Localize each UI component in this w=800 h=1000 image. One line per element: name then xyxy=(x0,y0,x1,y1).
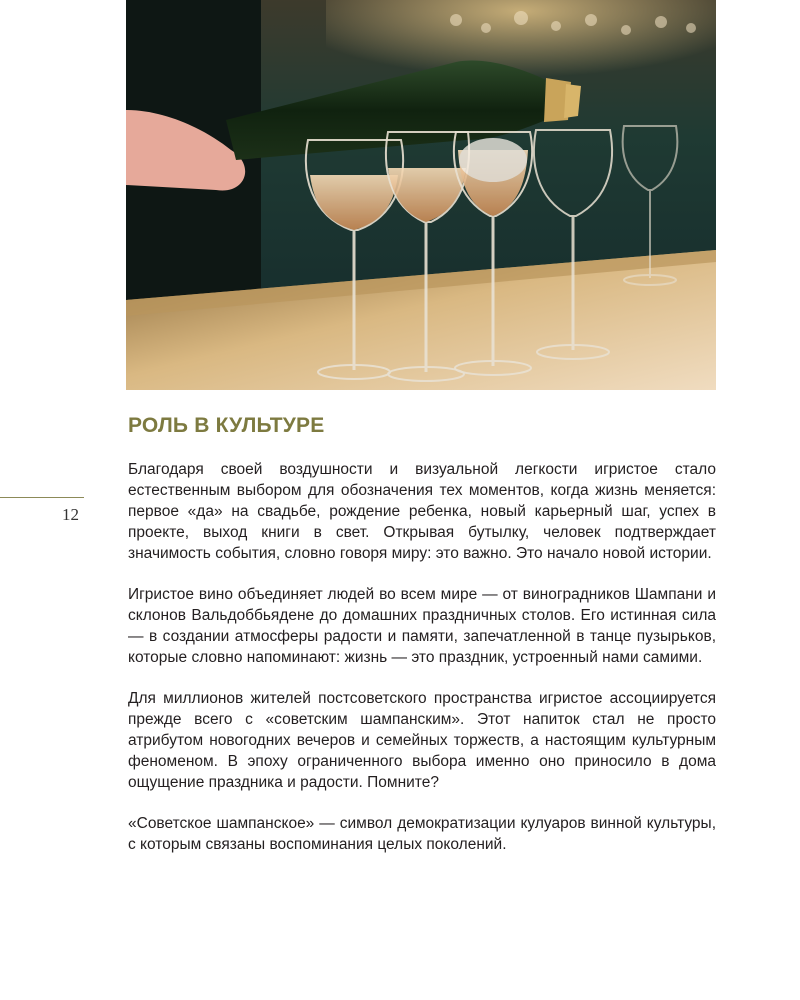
section-title: РОЛЬ В КУЛЬТУРЕ xyxy=(128,414,325,437)
paragraph: Благодаря своей воздушности и визуальной легкости игристое стало естественным выбором для обозначения тех моментов, когда жизнь меняется: первое «да» на свадьбе, рождение ребенка, новый карьерный шаг, успех в проекте, выход книги в свет. Открывая бутылку, человек подтверждает значимость события, словно говоря миру: это важно. Это начало новой истории. xyxy=(128,461,716,562)
page-number: 12 xyxy=(62,505,79,524)
paragraph: Для миллионов жителей постсоветского пространства игристое ассоциируется прежде всего с «советским шампанским». Этот напиток стал не просто атрибутом новогодних вечеров и семейных торжеств, а настоящим культурным феноменом. В эпоху ограниченного выбора именно оно приносило в дома ощущение праздника и радости. Помните? xyxy=(128,690,716,791)
champagne-photo xyxy=(126,0,716,390)
margin-rule xyxy=(0,497,84,498)
paragraph: Игристое вино объединяет людей во всем мире — от виноградников Шампани и склонов Вальдоббьядене до домашних праздничных столов. Его истинная сила — в создании атмосферы радости и памяти, запечатленной в танце пузырьков, которые словно напоминают: жизнь — это праздник, устроенный нами самими. xyxy=(128,586,716,666)
body-text xyxy=(128,459,716,875)
paragraph: «Советское шампанское» — символ демократизации кулуаров винной культуры, с которым связаны воспоминания целых поколений. xyxy=(128,815,716,853)
